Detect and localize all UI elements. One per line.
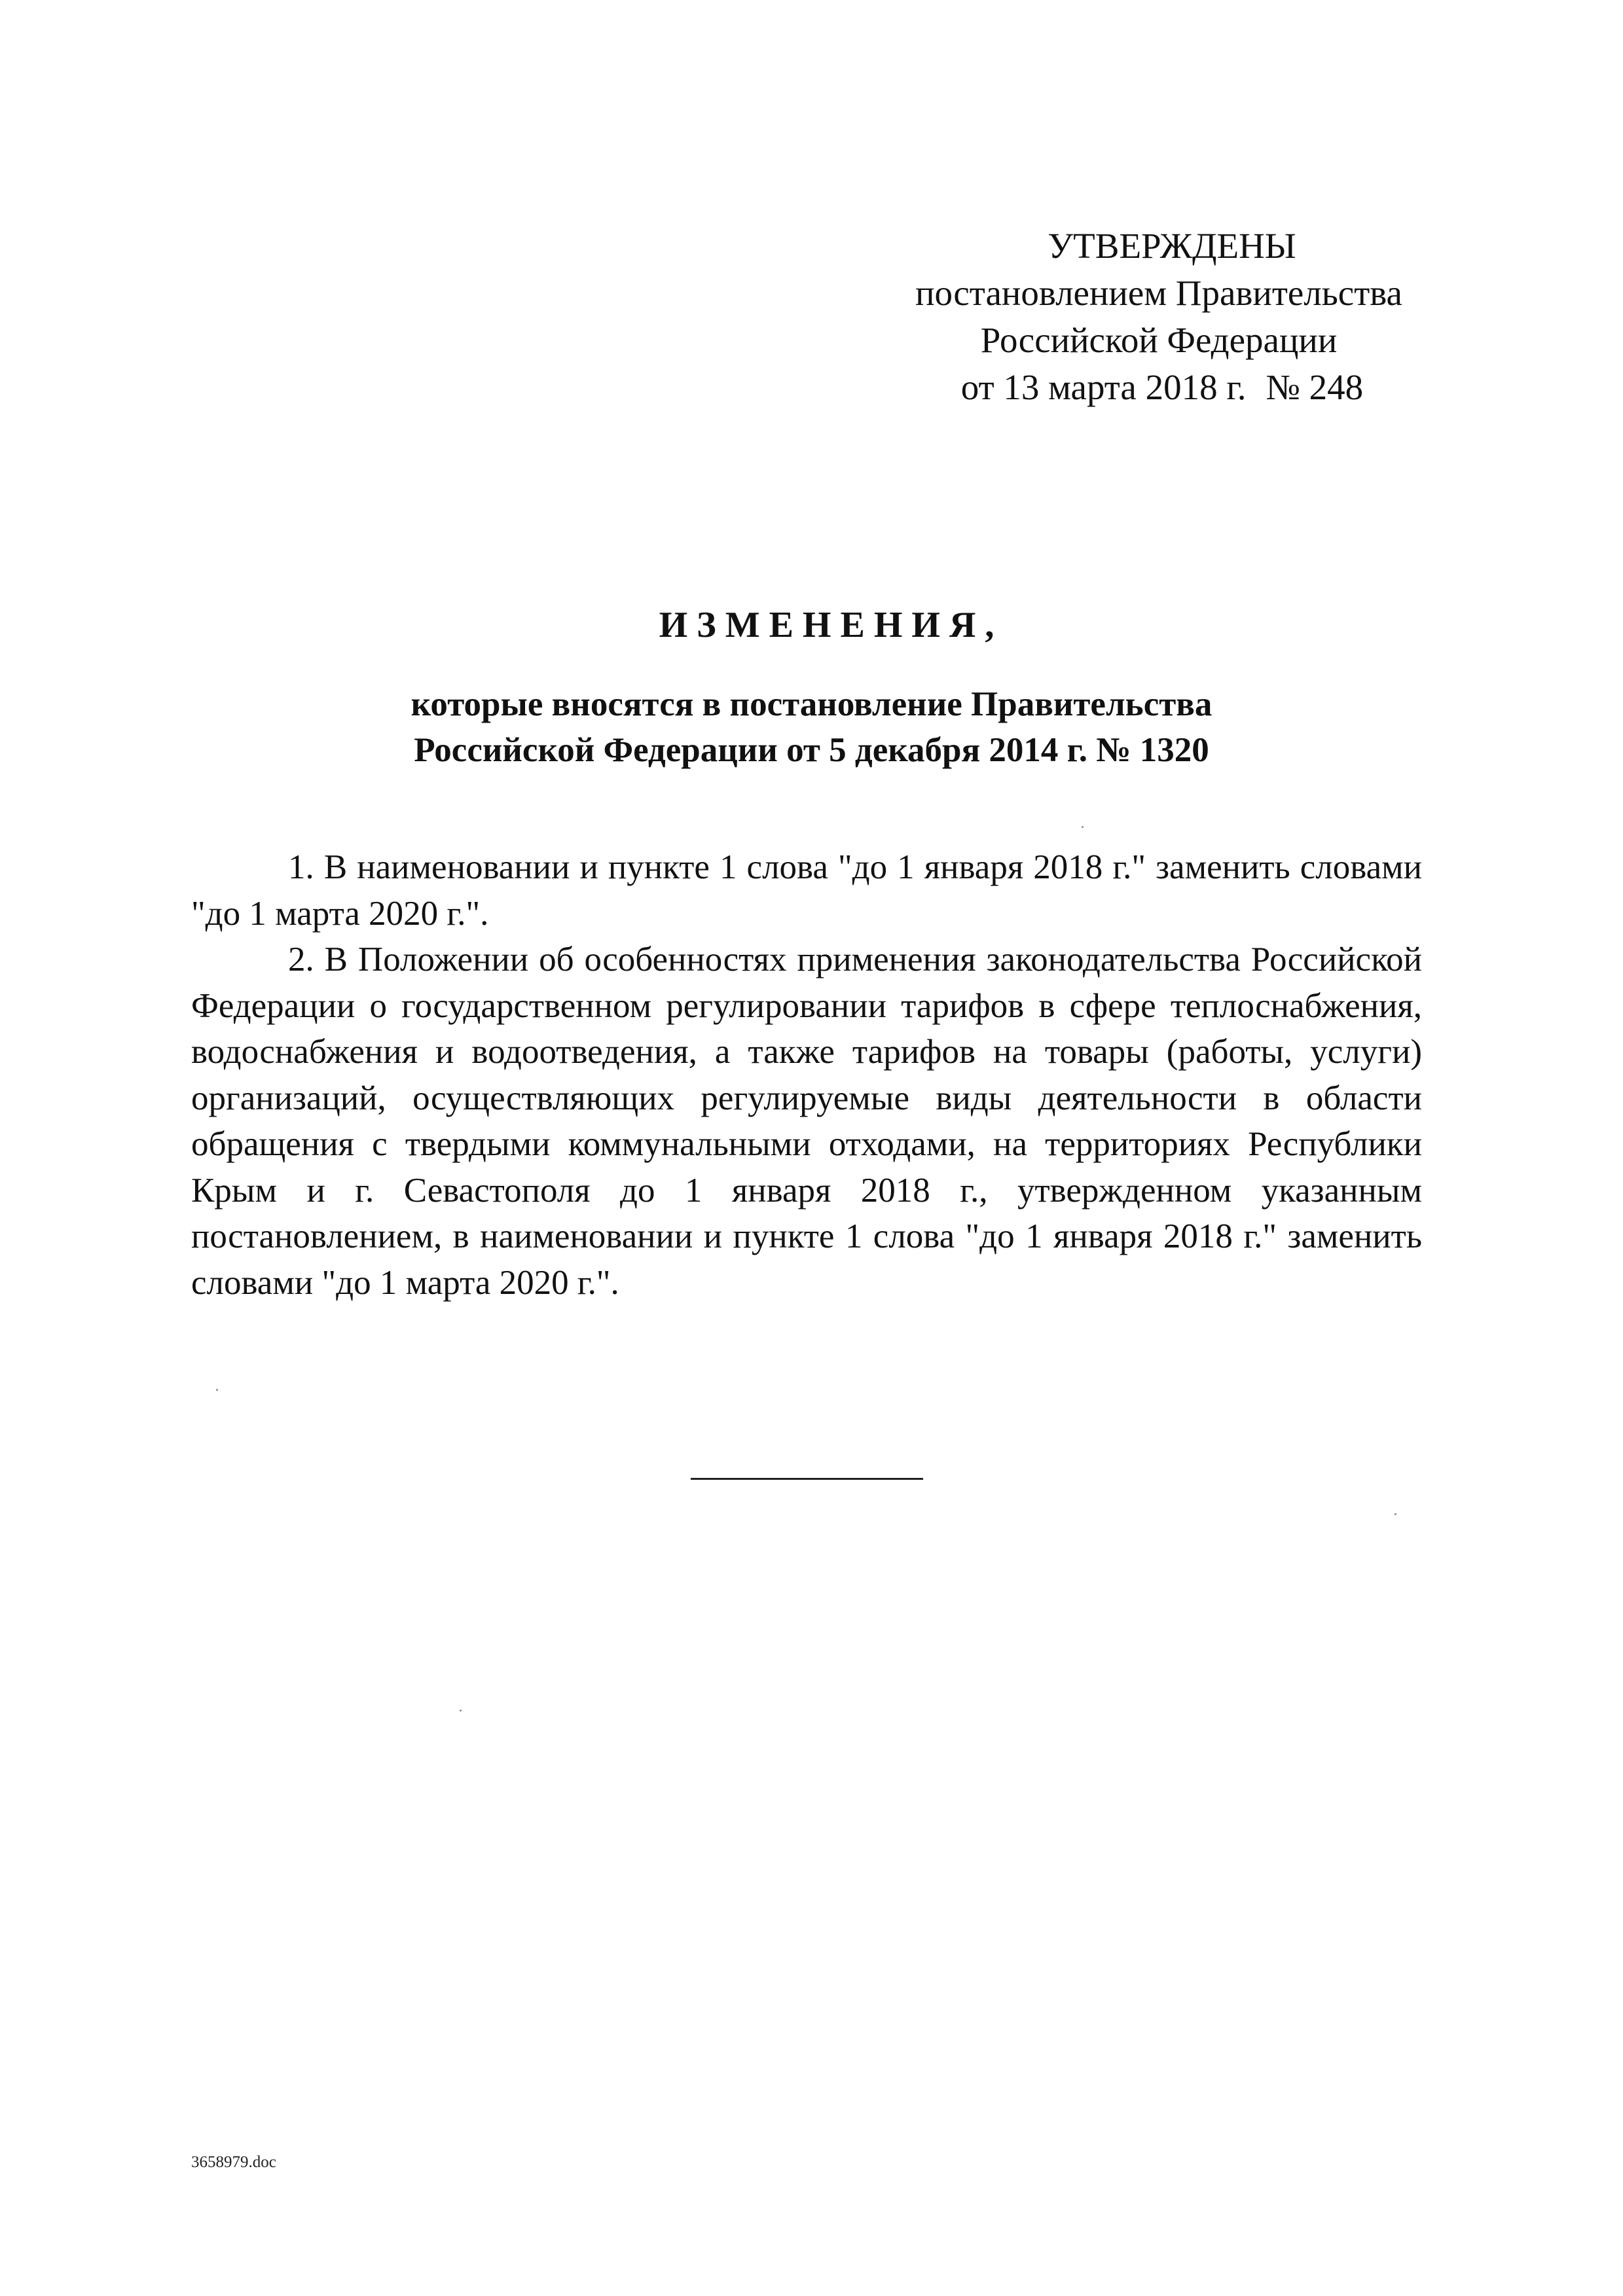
document-heading <box>0 599 1623 773</box>
paragraph-1: 1. В наименовании и пункте 1 слова "до 1 января 2018 г." заменить словами "до 1 марта 2020 г.". <box>191 848 1422 933</box>
file-code: 3658979.doc <box>191 2153 276 2171</box>
document-subtitle-line-1: которые вносятся в постановление Правительства <box>410 685 1213 723</box>
approval-number: № 248 <box>1266 367 1364 407</box>
scan-speck <box>460 1710 462 1712</box>
approval-line-1: постановлением Правительства <box>915 273 1402 313</box>
scan-speck <box>1395 1513 1396 1515</box>
closing-divider <box>691 1478 923 1480</box>
scan-speck <box>216 1389 218 1391</box>
document-subtitle-line-2: Российской Федерации от 5 декабря 2014 г. № 1320 <box>414 731 1209 769</box>
paragraph-2: 2. В Положении об особенностях применения законодательства Российской Федерации о государственном регулировании тарифов в сфере теплоснабжения, водоснабжения и водоотведения, а также тарифов на товары (работы, услуги) организаций, осуществляющих регулируемые виды деятельности в области обращения с твердыми коммунальными отходами, на территориях Республики Крым и г. Севастополя до 1 января 2018 г., утвержденном указанным постановлением, в наименовании и пункте 1 слова "до 1 января 2018 г." заменить словами "до 1 марта 2020 г.". <box>191 941 1422 1302</box>
scan-speck <box>1082 826 1084 828</box>
approval-line-2: Российской Федерации <box>980 320 1338 360</box>
approval-date-line <box>838 364 1480 411</box>
approval-stamp <box>838 223 1480 411</box>
approved-title: УТВЕРЖДЕНЫ <box>1048 226 1296 266</box>
document-title: ИЗМЕНЕНИЯ, <box>659 605 1004 645</box>
approval-date: от 13 марта 2018 г. <box>960 367 1247 407</box>
document-body <box>191 844 1422 1306</box>
